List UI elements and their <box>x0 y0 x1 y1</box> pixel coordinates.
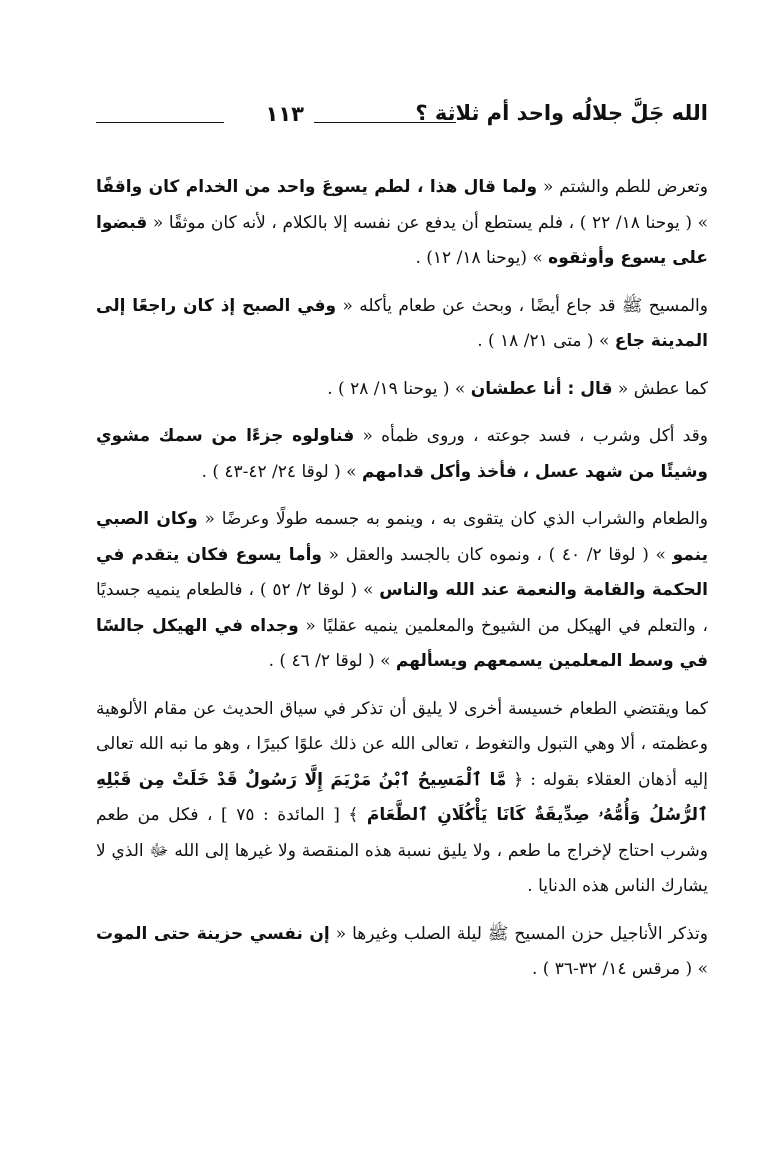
paragraph <box>96 372 708 408</box>
text-segment: وقد أكل وشرب ، فسد جوعته ، وروى ظمأه « <box>354 426 708 446</box>
text-segment: » ( لوقا ٢/ ٥٢ ) ، فالطعام ينميه جسديًا ، والتعلم في الهيكل من الشيوخ والمعلمين ينميه عقليًا « <box>96 580 708 636</box>
text-segment: » ( يوحنا ١٩/ ٢٨ ) . <box>327 378 471 399</box>
quoted-text: وكان الصبي ينمو <box>96 509 708 565</box>
text-segment: » (يوحنا ١٨/ ١٢) . <box>415 248 549 268</box>
quoted-text: قال : أنا عطشان <box>470 378 613 399</box>
text-segment: » ( يوحنا ١٨/ ٢٢ ) ، فلم يستطع أن يدفع عن نفسه إلا بالكلام ، لأنه كان موثقًا « <box>147 212 708 233</box>
text-segment: وتذكر الأناجيل حزن المسيح ﷺ ليلة الصلب وغيرها « <box>329 923 708 944</box>
quoted-text: فناولوه جزءًا من سمك مشوي وشيئًا من شهد عسل ، فأخذ وأكل قدامهم <box>96 426 708 482</box>
text-segment: » ( لوقا ٢/ ٤٦ ) . <box>268 651 396 671</box>
quoted-text: قبضوا على يسوع وأوثقوه <box>96 212 708 268</box>
text-segment: » ( متى ٢١/ ١٨ ) . <box>477 331 615 351</box>
paragraph <box>96 289 708 360</box>
body-text <box>96 170 708 1000</box>
quoted-text: وأما يسوع فكان يتقدم في الحكمة والقامة والنعمة عند الله والناس <box>96 544 708 600</box>
quoted-text: ولما قال هذا ، لطم يسوعَ واحد من الخدام كان واقفًا <box>96 177 538 197</box>
text-segment: والمسيح ﷺ قد جاع أيضًا ، وبحث عن طعام يأكله « <box>336 295 708 316</box>
paragraph <box>96 170 708 277</box>
text-segment: » ( لوقا ٢٤/ ٤٢-٤٣ ) . <box>201 461 362 482</box>
paragraph <box>96 502 708 680</box>
quoted-text: وجداه في الهيكل جالسًا في وسط المعلمين يسمعهم ويسألهم <box>96 615 708 671</box>
text-segment: » ( لوقا ٢/ ٤٠ ) ، ونموه كان بالجسد والعقل « <box>322 544 673 565</box>
quoted-text: إن نفسي حزينة حتى الموت <box>96 923 330 944</box>
paragraph <box>96 692 708 905</box>
text-segment: » ( مرقس ١٤/ ٣٢-٣٦ ) . <box>531 959 708 979</box>
page-header <box>96 98 708 134</box>
text-segment: وتعرض للطم والشتم « <box>537 177 708 197</box>
page-number: ١١٣ <box>265 102 304 126</box>
text-segment: كما ويقتضي الطعام خسيسة أخرى لا يليق أن تذكر في سياق الحديث عن مقام الألوهية وعظمته ، ألا وهي التبول والتغوط ، تعالى الله عن ذلك علوًا كبيرًا ، وهو ما نبه الله تعالى إليه أذهان العقلاء بقوله : ﴿ <box>96 698 708 790</box>
text-segment: ﴾ [ المائدة : ٧٥ ] ، فكل من طعم وشرب احتاج لإخراج ما طعم ، ولا يليق نسبة هذه المنقصة ولا غيرها إلى الله ﷻ الذي لا يشارك الناس هذه الدنايا . <box>96 805 708 896</box>
quoted-text: وفي الصبح إذ كان راجعًا إلى المدينة جاع <box>96 295 708 351</box>
text-segment: كما عطش « <box>612 378 708 399</box>
header-rule-right <box>314 122 456 123</box>
header-rule-left <box>96 122 224 123</box>
quoted-text: مَّا ٱلْمَسِيحُ ٱبْنُ مَرْيَمَ إِلَّا رَسُولٌ قَدْ خَلَتْ مِن قَبْلِهِ ٱلرُّسُلُ وَأُمُّهُۥ صِدِّيقَةٌ كَانَا يَأْكُلَانِ ٱلطَّعَامَ <box>96 769 708 825</box>
paragraph <box>96 419 708 490</box>
paragraph <box>96 917 708 988</box>
text-segment: والطعام والشراب الذي كان يتقوى به ، وينمو به جسمه طولًا وعرضًا « <box>197 509 708 529</box>
running-title: الله جَلَّ جلالُه واحد أم ثلاثة ؟ <box>415 101 708 125</box>
